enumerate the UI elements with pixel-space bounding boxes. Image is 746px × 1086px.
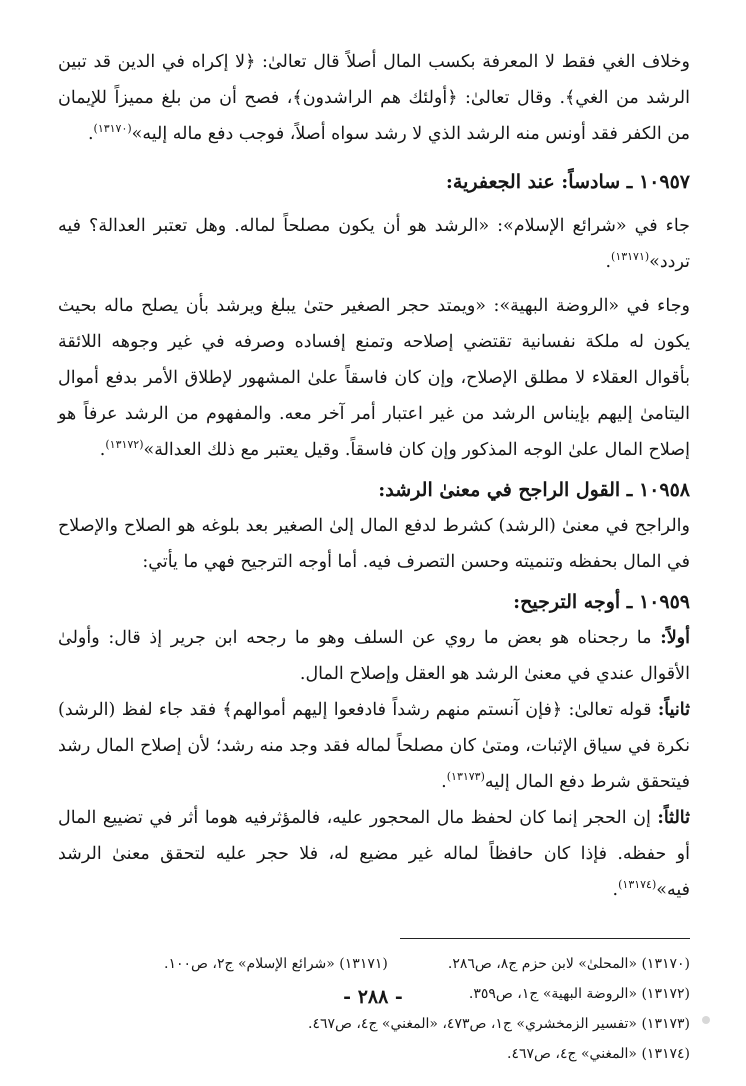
section-heading-10958: ١٠٩٥٨ ـ القول الراجح في معنىٰ الرشد: bbox=[378, 479, 690, 501]
section-heading-10959: ١٠٩٥٩ ـ أوجه الترجيح: bbox=[513, 591, 690, 613]
paragraph-reason-third: ثالثاً: إن الحجر إنما كان لحفظ مال المحجور عليه، فالمؤثرفيه هوما أثر في تضييع المال أو حفظه. فإذا كان حافظاً لماله غير مضيع له، فلا حجر عليه لتحقق معنىٰ الرشد فيه»$^{(١٣١٧٤)}$. bbox=[58, 808, 690, 900]
reason-label: ثانياً: bbox=[657, 700, 690, 720]
scan-mark bbox=[702, 1016, 710, 1024]
footnote-ref-13170[interactable]: (١٣١٧٠) bbox=[93, 122, 132, 136]
paragraph-sharai-islam: جاء في «شرائع الإسلام»: «الرشد هو أن يكون مصلحاً لماله. وهل تعتبر العدالة؟ فيه تردد»$^{(١٣١٧١)}$. bbox=[58, 216, 690, 272]
footnote-row bbox=[58, 949, 690, 979]
footnote-13170: (١٣١٧٠) «المحلىٰ» لابن حزم ج٨، ص٢٨٦. bbox=[447, 956, 690, 972]
footnote-ref-13172[interactable]: (١٣١٧٢) bbox=[105, 438, 144, 452]
footnote-13173: (١٣١٧٣) «تفسير الزمخشري» ج١، ص٤٧٣، «المغني» ج٤، ص٤٦٧. bbox=[307, 1016, 690, 1032]
paragraph-ibn-hazm-quote: وخلاف الغي فقط لا المعرفة بكسب المال أصلاً قال تعالىٰ: ﴿لا إكراه في الدين قد تبين الرشد من الغي﴾. وقال تعالىٰ: ﴿أولئك هم الراشدون﴾، فصح أن من بلغ مميزاً للإيمان من الكفر فقد أونس منه الرشد الذي لا رشد سواه أصلاً، فوجب دفع ماله إليه»$^{(١٣١٧٠)}$. bbox=[58, 52, 690, 144]
footnote-13174: (١٣١٧٤) «المغني» ج٤، ص٤٦٧. bbox=[507, 1046, 690, 1062]
footnote-separator bbox=[400, 938, 690, 939]
footnote-13171: (١٣١٧١) «شرائع الإسلام» ج٢، ص١٠٠. bbox=[164, 956, 388, 972]
footnote-ref-13171[interactable]: (١٣١٧١) bbox=[611, 250, 650, 264]
section-heading-10957: ١٠٩٥٧ ـ سادساً: عند الجعفرية: bbox=[445, 171, 690, 193]
paragraph-reason-first: أولاً: ما رجحناه هو بعض ما روي عن السلف وهو ما رجحه ابن جرير إذ قال: وأولىٰ الأقوال عندي في معنىٰ الرشد هو العقل وإصلاح المال. bbox=[58, 628, 690, 684]
reason-label: ثالثاً: bbox=[657, 808, 690, 828]
footnote-ref-13174[interactable]: (١٣١٧٤) bbox=[618, 878, 657, 892]
footnotes bbox=[58, 949, 690, 1069]
paragraph-preferred-opinion: والراجح في معنىٰ (الرشد) كشرط لدفع المال إلىٰ الصغير بعد بلوغه هو الصلاح والإصلاح في المال بحفظه وتنميته وحسن التصرف فيه. أما أوجه الترجيح فهي ما يأتي: bbox=[58, 516, 690, 572]
footnote-13172: (١٣١٧٢) «الروضة البهية» ج١، ص٣٥٩. bbox=[468, 986, 690, 1002]
paragraph-reason-second: ثانياً: قوله تعالىٰ: ﴿فإن آنستم منهم رشداً فادفعوا إليهم أموالهم﴾ فقد جاء لفظ (الرشد) نكرة في سياق الإثبات، ومتىٰ كان مصلحاً لماله فقد وجد منه رشد؛ لأن إصلاح المال رشد فيتحقق شرط دفع المال إليه$^{(١٣١٧٣)}$. bbox=[58, 700, 690, 792]
footnote-ref-13173[interactable]: (١٣١٧٣) bbox=[446, 770, 485, 784]
paragraph-rawda-bahiyya: وجاء في «الروضة البهية»: «ويمتد حجر الصغير حتىٰ يبلغ ويرشد بأن يصلح ماله بحيث يكون له ملكة نفسانية تقتضي إصلاحه وتمنع إفساده وصرفه في غير وجوهه اللائقة بأقوال العقلاء لا مطلق الإصلاح، وإن كان فاسقاً علىٰ المشهور لإطلاق الأمر بدفع أموال اليتامىٰ إليهم بإيناس الرشد من غير اعتبار أمر آخر معه. والمفهوم من الرشد عرفاً هو إصلاح المال علىٰ الوجه المذكور وإن كان فاسقاً. وقيل يعتبر مع ذلك العدالة»$^{(١٣١٧٢)}$. bbox=[58, 296, 690, 460]
page-number: - ٢٨٨ - bbox=[343, 986, 403, 1008]
reason-label: أولاً: bbox=[660, 628, 690, 648]
